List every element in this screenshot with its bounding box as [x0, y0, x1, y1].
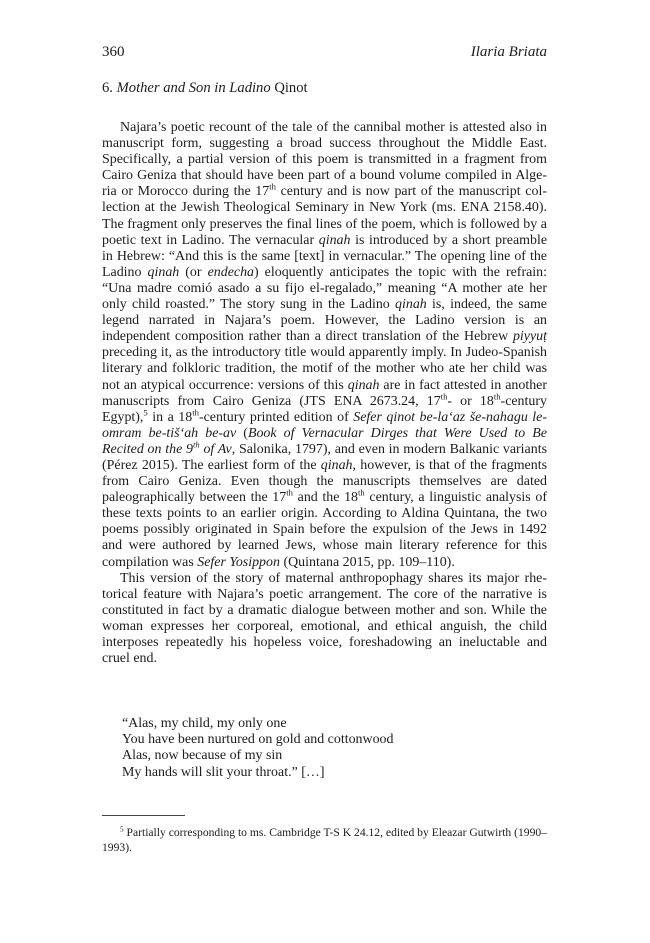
- text-run: (Quintana 2015, pp. 109–110).: [279, 554, 455, 570]
- verse-line: You have been nurtured on gold and cottonwood: [122, 732, 394, 748]
- superscript: th: [269, 181, 276, 192]
- section-title-roman: Qinot: [274, 80, 308, 96]
- verse-line: Alas, now because of my sin: [122, 748, 283, 764]
- superscript: th: [286, 487, 293, 498]
- text-run: This version of the story of maternal anthropophagy shares its major rhetorical feature with Najara’s poetic arrangement. The core of the narrative is constituted in fact by a dramatic dialogue between mother and son. While the woman expresses her corporeal, emotional, and ethical anguish, the child interposes repeatedly his hopeless voice, foreshadowing an ineluctable and cruel end.: [102, 570, 547, 667]
- italic-run: qinah: [395, 297, 427, 313]
- footnote-rule: [102, 815, 185, 816]
- text-run: in a 18: [147, 409, 193, 425]
- text-run: is introduced by a short preamble in Hebrew: “And this is the same [text] in vernacular.” The opening line of the Ladino: [102, 232, 548, 280]
- text-run: Najara’s poetic recount of the tale of the cannibal mother is attested also in manuscript form, suggesting a broad success throughout the Middle East. Specifically, a partial version of this poem is transmitted in a fragment from Cairo Geniza that should have been part of a bound volume compiled in Algeria or Morocco during the 17: [102, 120, 547, 200]
- text-run: ) eloquently anticipates the topic with the refrain: “Una madre comió asado a su fijo el-regalado,” meaning “A mother ate her only child roasted.” The story sung in the Ladino: [102, 264, 547, 313]
- text-run: preceding it, as the introductory title would apparently imply. In Judeo-Spanish literary and folkloric tradition, the motif of the mother who ate her child was not an atypical occurrence: versions of this: [102, 345, 547, 393]
- text-run: are in fact attested in another manuscripts from Cairo Geniza (JTS ENA 2673.24, 17: [102, 377, 547, 409]
- text-run: , Salonika, 1797), and even in modern Balkanic variants (Pérez 2015). The earliest form of the: [102, 441, 548, 473]
- italic-run: qinah: [347, 377, 380, 393]
- italic-run: piyyuṭ: [512, 329, 547, 345]
- verse-quotation: [122, 716, 393, 781]
- text-run: and the 18: [292, 490, 359, 506]
- section-title-italic: Mother and Son in Ladino: [116, 80, 271, 96]
- running-header: [102, 44, 547, 66]
- superscript: th: [192, 407, 199, 418]
- body-text: [102, 120, 547, 667]
- italic-run: Book of Vernacular Dirges that Were Used to Be Recited on the 9: [102, 425, 547, 457]
- running-head-author: Ilaria Briata: [470, 44, 547, 60]
- superscript: th: [440, 390, 448, 401]
- italic-run: qinah: [320, 457, 353, 473]
- italic-run: Sefer Yosippon: [197, 554, 280, 570]
- text-run: , however, is that of the fragments from Cairo Geniza. Even though the manuscripts themselves are dated paleographically between the 17: [102, 457, 547, 506]
- superscript: th: [358, 487, 365, 498]
- superscript: th: [192, 439, 200, 450]
- section-heading: [102, 80, 308, 97]
- text-run: century, a linguistic analysis of these texts points to an earlier origin. According to Aldina Quintana, the two poems possibly originated in Spain before the expulsion of the Jews in 1492 and were authored by learned Jews, whose main literary reference for this compilation was: [102, 490, 547, 570]
- italic-run: Sefer qinot be-la‘az še-nahagu le-omram be-tiš‘ah be-av: [102, 409, 547, 441]
- text-run: -century printed edition of: [198, 409, 354, 425]
- italic-run: qinah: [318, 232, 351, 248]
- italic-run: endecha: [207, 264, 255, 280]
- page-number: 360: [102, 44, 125, 60]
- footnote-text: Partially corresponding to ms. Cambridge T-S K 24.12, edited by Eleazar Gutwirth (1990–1993).: [102, 826, 547, 854]
- verse-line: My hands will slit your throat.” […]: [122, 764, 325, 780]
- verse-line: “Alas, my child, my only one: [122, 716, 287, 731]
- footnote: [102, 826, 547, 855]
- body-paragraph: [102, 571, 547, 668]
- text-run: -century Egypt),: [102, 393, 547, 425]
- superscript: 5: [143, 407, 148, 418]
- section-number: 6.: [102, 80, 113, 96]
- body-paragraph: [102, 120, 547, 571]
- text-run: - or 18: [447, 393, 494, 409]
- text-run: is, indeed, the same legend narrated in Najara’s poem. However, the Ladino version is an independent composition rather than a direct translation of the Hebrew: [102, 297, 547, 345]
- text-run: century and is now part of the manuscript collection at the Jewish Theological Seminary in New York (ms. ENA 2158.40). The fragment only preserves the final lines of the poem, which is followed by a poetic text in Ladino. The vernacular: [102, 184, 547, 248]
- text-run: (: [236, 425, 248, 441]
- italic-run: of Av: [199, 441, 232, 457]
- footnote-mark: 5: [120, 825, 124, 834]
- italic-run: qinah: [147, 264, 180, 280]
- superscript: th: [493, 390, 501, 401]
- text-run: (or: [179, 264, 208, 280]
